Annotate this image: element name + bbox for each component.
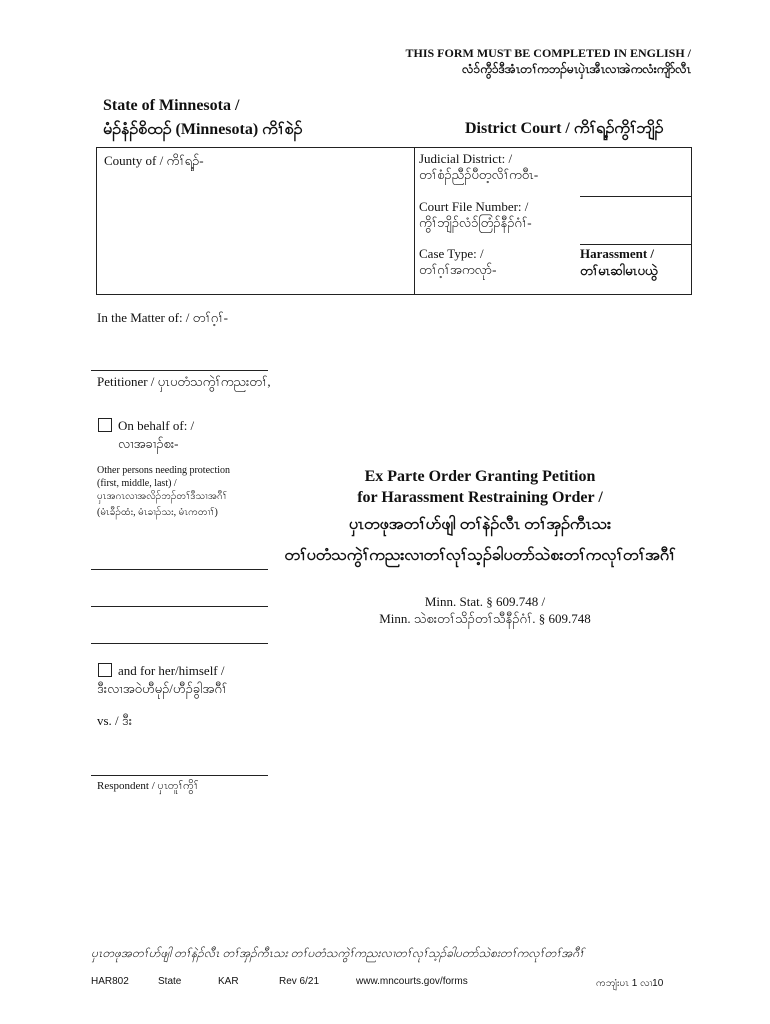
footer-revision: Rev 6/21 [279, 976, 320, 987]
footer-row [91, 976, 691, 992]
footer-url[interactable]: www.mncourts.gov/forms [356, 976, 468, 987]
notice-line-english: THIS FORM MUST BE COMPLETED IN ENGLISH / [405, 46, 691, 60]
case-type-label-karen: တၢ်ဂ့ၢ်အကလုာ်- [419, 262, 497, 277]
state-line-english: State of Minnesota / [103, 97, 240, 114]
judicial-district-label [419, 151, 538, 183]
state-heading [103, 94, 302, 142]
footer-language: KAR [218, 976, 239, 987]
judicial-district-field[interactable] [580, 196, 692, 197]
and-for-self-label: and for her/himself / [118, 663, 225, 678]
state-line-karen: မံၣ်နံၣ်စိထၣ် (Minnesota) ကိၢ်စဲၣ် [103, 121, 303, 138]
and-for-self-label-karen: ဒီးလၢအဝဲဟီမုၣ်/ဟီၣ်ခွါအဂီၢ် [97, 681, 228, 696]
case-type-label [419, 246, 496, 278]
on-behalf-checkbox[interactable] [98, 418, 112, 432]
other-persons-line2: (first, middle, last) / [97, 478, 177, 489]
county-label: County of / ကိၢ်ရ့ၣ်- [104, 153, 204, 168]
completion-notice [406, 45, 692, 77]
statute-reference [270, 593, 700, 627]
title-line4: တၢ်ပတံသကွဲၢ်ကညးလၢတၢ်လုၢ်သ့ၣ်ခါပတာ်သဲစးတၢ်ကလုၢ်တၢ်အဂီၢ် [284, 547, 676, 564]
form-title [190, 466, 770, 568]
footer-page-number: ကဘျံးပၤ 1 လၢ10 [596, 978, 664, 989]
case-type-label-english: Case Type: / [419, 246, 484, 261]
and-for-self-checkbox[interactable] [98, 663, 112, 677]
on-behalf-label [118, 417, 194, 434]
matter-label: In the Matter of: / တၢ်ဂ့ၢ်- [97, 310, 228, 325]
respondent-label: Respondent / ပှၤတူၢ်ကွိၢ် [97, 780, 199, 792]
court-heading: District Court / ကိၢ်ရ့ၣ်ကွိၢ်ဘျိၣ် [465, 120, 664, 137]
court-file-number-label-karen: ကွိၢ်ဘျိၣ်လံၥ်တြံၣ်နီၣ်ဂံၢ်- [419, 215, 532, 230]
other-person-field-3[interactable] [91, 643, 268, 644]
other-person-field-2[interactable] [91, 606, 268, 607]
other-persons-line1: Other persons needing protection [97, 465, 231, 476]
petitioner-name-field[interactable] [91, 370, 268, 371]
other-persons-line3: ပှၤအဂၤလၢအလိၣ်ဘၣ်တၢ်ဒီသၢအဂီၢ် [97, 491, 227, 502]
title-line2: for Harassment Restraining Order / [357, 489, 603, 506]
other-persons-line4: (မံၤခီၣ်ထံး, မံၤခၢၣ်သး, မံၤကတၢၢ်) [97, 507, 218, 518]
case-type-value-english: Harassment / [580, 246, 655, 261]
on-behalf-label-english: On behalf of: / [118, 418, 195, 433]
title-line3: ပှၤတဖုအတၢ်ဟ်ဖျါ တၢ်နဲၣ်လီၤ တၢ်အှၣ်ကီၤသး [348, 516, 612, 533]
court-file-number-label [419, 199, 532, 231]
footer-state: State [158, 976, 182, 987]
petitioner-label: Petitioner / ပှၤပတံသကွဲၢ်ကညးတၢ်, [97, 374, 271, 389]
other-person-field-1[interactable] [91, 569, 268, 570]
statute-line1: Minn. Stat. § 609.748 / [424, 594, 546, 609]
footer-form-id: HAR802 [91, 976, 129, 987]
case-type-value-karen: တၢ်မၤဆါမၤပယွဲ [580, 263, 658, 278]
notice-line-karen: လံၥ်ကွီၥ်ဒီအံၤတၢ်ကဘၣ်မၤပှဲၤအီၤလၢအဲကလံးကျိာ်လီၤ [462, 62, 691, 76]
statute-line2: Minn. သဲစးတၢ်သိၣ်တၢ်သီနီၣ်ဂံၢ်. § 609.748 [379, 611, 591, 626]
on-behalf-label-karen: လၢအခၢၣ်စး- [118, 436, 179, 451]
court-file-number-label-english: Court File Number: / [419, 199, 529, 214]
case-type-value [580, 245, 658, 279]
footer-title: ပှၤတဖုအတၢ်ဟ်ဖျါ တၢ်နဲၣ်လီၤ တၢ်အှၣ်ကီၤသး တၢ်ပတံသကွဲၢ်ကညးလၢတၢ်လုၢ်သ့ၣ်ခါပတာ်သဲစးတၢ်ကလုၢ်တၢ်အဂီၢ် [91, 946, 585, 960]
respondent-name-field[interactable] [91, 775, 268, 776]
title-line1: Ex Parte Order Granting Petition [364, 468, 596, 485]
judicial-district-label-karen: တၢ်စံၣ်ညီၣ်ပီတ့လိၢ်ကဝီၤ- [419, 167, 539, 182]
judicial-district-label-english: Judicial District: / [419, 151, 513, 166]
versus-label: vs. / ဒီး [97, 713, 133, 728]
